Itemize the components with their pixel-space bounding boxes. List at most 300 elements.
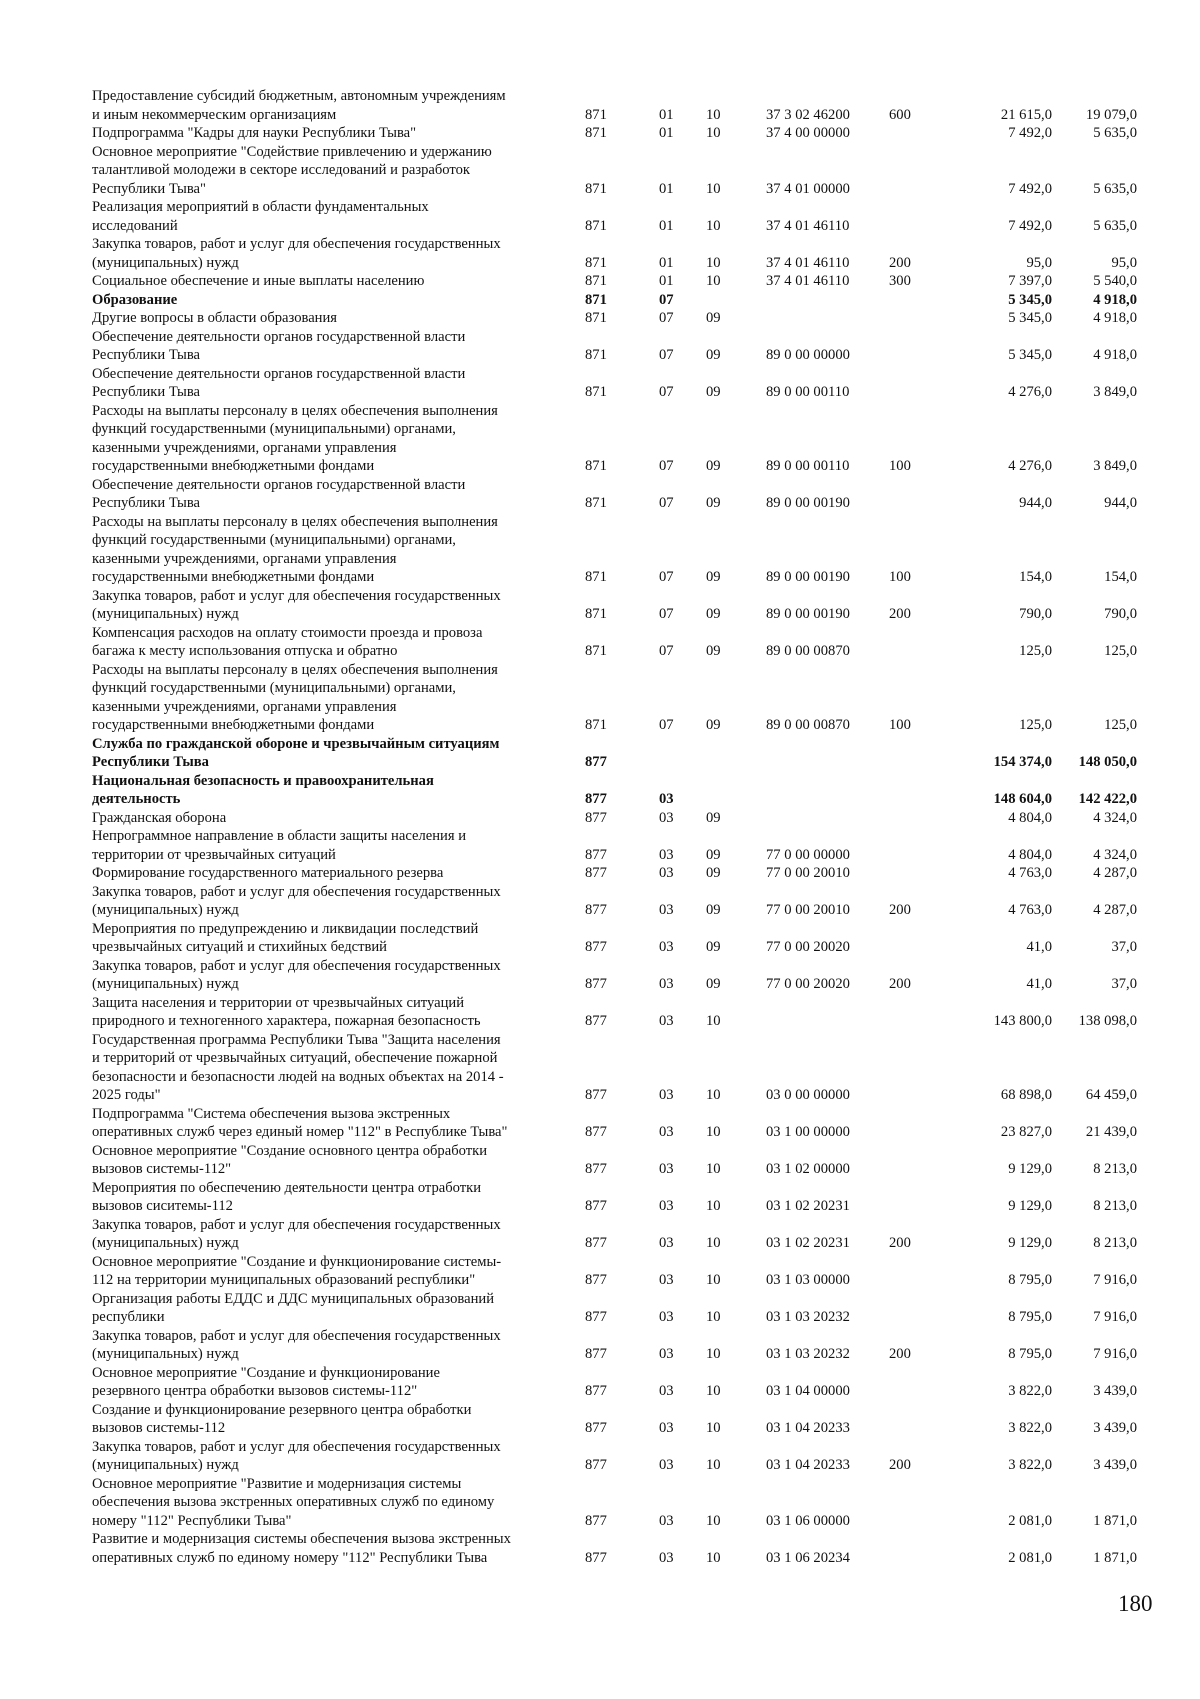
row-target-article-code: 37 4 01 46110 [766,217,850,234]
row-section-code: 03 [659,1309,674,1325]
row-ministry-code: 877 [585,1198,607,1214]
row-ministry-code: 877 [585,846,607,863]
row-section-code: 03 [659,1420,674,1436]
row-subsection-code: 10 [706,254,721,271]
row-amount-1: 8 795,0 [1008,1309,1052,1325]
row-amount-2: 4 918,0 [1093,310,1137,326]
row-amount-2: 4 324,0 [1093,846,1137,863]
row-amount-1: 95,0 [1026,254,1052,271]
row-section-code: 03 [659,1087,674,1103]
row-name: Основное мероприятие "Содействие привлечению и удержанию талантливой молодежи в секторе исследований и разработок Республики Тыва" [92,143,492,197]
row-amount-2: 4 918,0 [1093,347,1137,363]
row-name: Национальная безопасность и правоохранительная деятельность [92,772,434,807]
row-amount-1: 4 276,0 [1008,458,1052,474]
row-amount-2: 21 439,0 [1085,1124,1137,1140]
row-ministry-code: 877 [585,902,607,918]
row-subsection-code: 10 [706,106,721,123]
row-amount-2: 37,0 [1111,976,1137,992]
row-ministry-code: 877 [585,1457,607,1473]
row-target-article-code: 03 1 03 00000 [766,1272,850,1288]
table-row [92,402,1137,476]
row-expense-type-code [889,309,957,328]
row-expense-type-code [889,1105,957,1142]
row-subsection-code: 10 [706,1272,721,1288]
row-expense-type-code: 200 [889,254,911,271]
row-expense-type-code [889,1364,957,1401]
row-target-article-code: 03 1 06 00000 [766,1512,850,1529]
row-subsection-code: 09 [706,902,721,918]
row-target-article-code: 03 1 06 20234 [766,1549,850,1566]
row-name: Обеспечение деятельности органов государственной власти Республики Тыва [92,476,466,511]
row-amount-1: 68 898,0 [1000,1087,1052,1103]
row-target-article-code: 03 1 00 00000 [766,1124,850,1140]
table-row [92,143,1137,199]
row-subsection-code: 09 [706,606,721,622]
row-name: Развитие и модернизация системы обеспечения вызова экстренных оперативных служб по единому номеру "112" Республики Тыва [92,1531,511,1566]
row-amount-2: 3 849,0 [1093,458,1137,474]
row-expense-type-code: 200 [889,606,911,622]
row-expense-type-code [889,1530,957,1567]
row-amount-2: 142 422,0 [1078,791,1137,807]
row-amount-1: 9 129,0 [1008,1161,1052,1177]
row-section-code: 03 [659,865,674,881]
row-amount-1: 4 763,0 [1008,865,1052,881]
row-target-article-code [766,994,889,1031]
row-amount-2: 154,0 [1104,569,1137,585]
row-ministry-code: 877 [585,865,607,881]
row-amount-2: 3 439,0 [1093,1457,1137,1473]
row-target-article-code: 37 4 01 00000 [766,180,850,197]
row-section-code: 01 [659,273,674,289]
row-amount-2: 19 079,0 [1085,106,1137,123]
table-row [92,1290,1137,1327]
table-row [92,994,1137,1031]
row-name: Служба по гражданской обороне и чрезвычайным ситуациям Республики Тыва [92,735,500,770]
row-target-article-code [766,772,889,809]
row-ministry-code: 871 [585,458,607,474]
row-section-code: 07 [659,495,674,511]
table-row [92,827,1137,864]
row-target-article-code [766,809,889,828]
row-name: Мероприятия по предупреждению и ликвидации последствий чрезвычайных ситуаций и стихийных бедствий [92,920,479,955]
row-name: Закупка товаров, работ и услуг для обеспечения государственных (муниципальных) нужд [92,236,501,271]
row-ministry-code: 871 [585,125,607,141]
row-ministry-code: 871 [585,217,607,234]
table-row [92,772,1137,809]
row-expense-type-code [889,1401,957,1438]
table-row [92,272,1137,291]
row-amount-2: 4 918,0 [1093,291,1137,308]
row-section-code: 03 [659,1383,674,1399]
table-row [92,87,1137,124]
row-section-code: 07 [659,458,674,474]
row-amount-1: 3 822,0 [1008,1420,1052,1436]
row-ministry-code: 877 [585,1272,607,1288]
row-amount-1: 148 604,0 [993,791,1052,807]
row-section-code: 01 [659,180,674,197]
row-name: Мероприятия по обеспечению деятельности центра отработки вызовов сиситемы-112 [92,1179,482,1214]
row-subsection-code: 09 [706,846,721,863]
row-name: Создание и функционирование резервного центра обработки вызовов системы-112 [92,1401,472,1436]
row-section-code: 01 [659,254,674,271]
table-row [92,365,1137,402]
row-target-article-code: 03 1 03 20232 [766,1309,850,1325]
row-subsection-code: 10 [706,125,721,141]
row-expense-type-code: 100 [889,458,911,474]
row-target-article-code: 37 3 02 46200 [766,106,850,123]
row-subsection-code: 10 [706,1161,721,1177]
table-row [92,957,1137,994]
row-subsection-code: 10 [706,1512,721,1529]
row-amount-2: 4 324,0 [1093,809,1137,826]
row-target-article-code [766,291,889,310]
row-amount-1: 4 763,0 [1008,902,1052,918]
row-ministry-code: 871 [585,310,607,326]
table-row [92,661,1137,735]
row-expense-type-code [889,1475,957,1531]
row-target-article-code: 03 1 04 20233 [766,1457,850,1473]
row-ministry-code: 871 [585,291,607,308]
row-amount-2: 138 098,0 [1078,1013,1137,1029]
row-amount-1: 5 345,0 [1008,310,1052,326]
row-amount-1: 7 492,0 [1008,217,1052,234]
row-ministry-code: 877 [585,1013,607,1029]
row-name: Закупка товаров, работ и услуг для обеспечения государственных (муниципальных) нужд [92,1327,501,1362]
row-amount-1: 2 081,0 [1008,1549,1052,1566]
row-expense-type-code [889,476,957,513]
row-subsection-code: 09 [706,717,721,733]
row-amount-2: 125,0 [1104,643,1137,659]
row-expense-type-code [889,291,957,310]
row-amount-2: 5 635,0 [1093,217,1137,234]
row-expense-type-code [889,920,957,957]
row-expense-type-code [889,1179,957,1216]
table-row [92,309,1137,328]
row-amount-2: 5 635,0 [1093,125,1137,141]
row-name: Основное мероприятие "Создание и функционирование резервного центра обработки вызовов системы-112" [92,1364,440,1399]
table-row [92,328,1137,365]
table-row [92,1438,1137,1475]
row-amount-2: 8 213,0 [1093,1235,1137,1251]
row-ministry-code: 877 [585,1124,607,1140]
row-section-code: 07 [659,643,674,659]
row-amount-2: 148 050,0 [1078,754,1137,770]
row-section-code: 01 [659,217,674,234]
row-name: Основное мероприятие "Развитие и модернизация системы обеспечения вызова экстренных оперативных служб по единому номеру "112" Республики Тыва" [92,1475,495,1529]
row-subsection-code: 10 [706,180,721,197]
row-name: Закупка товаров, работ и услуг для обеспечения государственных (муниципальных) нужд [92,957,501,992]
row-expense-type-code [889,1290,957,1327]
table-row [92,809,1137,828]
row-amount-1: 3 822,0 [1008,1383,1052,1399]
row-amount-1: 7 397,0 [1008,273,1052,289]
table-row [92,1401,1137,1438]
row-amount-2: 7 916,0 [1093,1309,1137,1325]
row-name: Предоставление субсидий бюджетным, автономным учреждениям и иным некоммерческим организациям [92,88,506,123]
row-expense-type-code: 200 [889,902,911,918]
row-subsection-code: 10 [706,1235,721,1251]
row-section-code [659,735,706,772]
row-expense-type-code [889,809,957,828]
row-name: Закупка товаров, работ и услуг для обеспечения государственных (муниципальных) нужд [92,1216,501,1251]
row-amount-1: 5 345,0 [1008,291,1052,308]
table-row [92,235,1137,272]
row-amount-2: 8 213,0 [1093,1198,1137,1214]
table-row [92,1216,1137,1253]
table-row [92,513,1137,587]
row-target-article-code: 89 0 00 00000 [766,347,850,363]
row-ministry-code: 871 [585,254,607,271]
row-expense-type-code [889,124,957,143]
row-section-code: 01 [659,106,674,123]
row-ministry-code: 871 [585,606,607,622]
row-ministry-code: 877 [585,754,607,770]
row-name: Формирование государственного материального резерва [92,865,444,881]
row-section-code: 03 [659,1272,674,1288]
row-expense-type-code [889,1031,957,1105]
row-target-article-code: 03 1 02 20231 [766,1198,850,1214]
row-amount-1: 4 804,0 [1008,809,1052,826]
row-subsection-code: 09 [706,310,721,326]
row-expense-type-code [889,365,957,402]
row-expense-type-code: 300 [889,273,911,289]
table-row [92,1364,1137,1401]
row-section-code: 07 [659,291,674,308]
row-amount-2: 790,0 [1104,606,1137,622]
row-target-article-code: 89 0 00 00870 [766,643,850,659]
row-section-code: 07 [659,384,674,400]
table-row [92,198,1137,235]
row-name: Непрограммное направление в области защиты населения и территории от чрезвычайных ситуаций [92,828,467,863]
row-section-code: 03 [659,791,674,807]
row-amount-1: 4 804,0 [1008,846,1052,863]
row-target-article-code: 03 1 02 20231 [766,1235,850,1251]
row-target-article-code: 03 1 03 20232 [766,1346,850,1362]
table-row [92,124,1137,143]
row-amount-2: 95,0 [1111,254,1137,271]
row-section-code: 03 [659,1235,674,1251]
row-amount-1: 8 795,0 [1008,1272,1052,1288]
row-name: Защита населения и территории от чрезвычайных ситуаций природного и техногенного характера, пожарная безопасность [92,994,481,1029]
row-expense-type-code: 200 [889,1457,911,1473]
row-section-code: 03 [659,809,674,826]
row-name: Обеспечение деятельности органов государственной власти Республики Тыва [92,328,466,363]
row-ministry-code: 877 [585,1087,607,1103]
row-ministry-code: 877 [585,1549,607,1566]
row-target-article-code: 37 4 01 46110 [766,254,850,271]
row-expense-type-code [889,994,957,1031]
row-section-code: 03 [659,1457,674,1473]
row-expense-type-code [889,827,957,864]
row-section-code: 03 [659,902,674,918]
row-section-code: 07 [659,310,674,326]
row-target-article-code: 77 0 00 20010 [766,902,850,918]
row-amount-2: 5 540,0 [1093,273,1137,289]
row-expense-type-code: 200 [889,1346,911,1362]
row-amount-2: 3 439,0 [1093,1383,1137,1399]
row-amount-1: 125,0 [1019,643,1052,659]
row-ministry-code: 871 [585,273,607,289]
row-ministry-code: 877 [585,1235,607,1251]
row-amount-2: 944,0 [1104,495,1137,511]
row-amount-1: 4 276,0 [1008,384,1052,400]
row-amount-2: 7 916,0 [1093,1272,1137,1288]
row-section-code: 07 [659,569,674,585]
row-ministry-code: 871 [585,180,607,197]
row-section-code: 03 [659,1346,674,1362]
row-ministry-code: 877 [585,976,607,992]
row-amount-1: 9 129,0 [1008,1198,1052,1214]
row-ministry-code: 877 [585,939,607,955]
budget-table [92,87,1137,1567]
row-section-code: 03 [659,1512,674,1529]
row-amount-1: 23 827,0 [1000,1124,1052,1140]
row-ministry-code: 877 [585,1309,607,1325]
row-expense-type-code: 200 [889,976,911,992]
row-amount-2: 3 439,0 [1093,1420,1137,1436]
row-target-article-code: 89 0 00 00190 [766,495,850,511]
row-amount-1: 41,0 [1026,939,1052,955]
row-subsection-code: 09 [706,976,721,992]
row-amount-1: 2 081,0 [1008,1512,1052,1529]
row-expense-type-code: 600 [889,106,911,123]
table-row [92,291,1137,310]
row-amount-1: 21 615,0 [1000,106,1052,123]
row-ministry-code: 877 [585,1346,607,1362]
row-ministry-code: 877 [585,809,607,826]
row-subsection-code: 10 [706,1309,721,1325]
row-amount-1: 9 129,0 [1008,1235,1052,1251]
row-subsection-code: 10 [706,1346,721,1362]
row-amount-1: 143 800,0 [993,1013,1052,1029]
table-row [92,1475,1137,1531]
row-amount-2: 1 871,0 [1093,1549,1137,1566]
row-subsection-code [706,291,766,310]
row-expense-type-code [889,1253,957,1290]
row-amount-2: 1 871,0 [1093,1512,1137,1529]
row-target-article-code: 89 0 00 00870 [766,717,850,733]
row-target-article-code: 77 0 00 20020 [766,939,850,955]
row-subsection-code [706,772,766,809]
row-expense-type-code [889,1142,957,1179]
row-target-article-code: 89 0 00 00110 [766,384,850,400]
row-amount-2: 37,0 [1111,939,1137,955]
row-ministry-code: 871 [585,643,607,659]
row-subsection-code: 10 [706,1549,721,1566]
row-name: Государственная программа Республики Тыва "Защита населения и территорий от чрезвычайных ситуаций, обеспечение пожарной безопасности и безопасности людей на водных объектах на 2014 - 2025 годы" [92,1031,504,1103]
row-target-article-code: 03 1 02 00000 [766,1161,850,1177]
table-row [92,1253,1137,1290]
row-target-article-code: 03 1 04 20233 [766,1420,850,1436]
row-subsection-code: 10 [706,1087,721,1103]
row-subsection-code: 09 [706,865,721,881]
table-row [92,624,1137,661]
row-target-article-code: 37 4 00 00000 [766,125,850,141]
row-name: Образование [92,291,178,308]
row-ministry-code: 877 [585,1383,607,1399]
row-subsection-code: 10 [706,273,721,289]
row-ministry-code: 877 [585,1512,607,1529]
row-amount-1: 8 795,0 [1008,1346,1052,1362]
row-target-article-code [766,735,889,772]
row-amount-2: 8 213,0 [1093,1161,1137,1177]
row-name: Основное мероприятие "Создание основного центра обработки вызовов системы-112" [92,1142,488,1177]
row-subsection-code: 09 [706,384,721,400]
row-section-code: 01 [659,125,674,141]
row-amount-1: 790,0 [1019,606,1052,622]
row-section-code: 03 [659,1161,674,1177]
row-subsection-code: 10 [706,1198,721,1214]
row-name: Расходы на выплаты персоналу в целях обеспечения выполнения функций государственными (муниципальными) органами, казенными учреждениями, органами управления государственными внебюджетными фондами [92,661,498,733]
row-ministry-code: 871 [585,495,607,511]
table-row [92,1530,1137,1567]
row-target-article-code: 89 0 00 00190 [766,569,850,585]
row-subsection-code: 09 [706,347,721,363]
budget-table-body [92,87,1137,1567]
row-name: Социальное обеспечение и иные выплаты населению [92,273,425,289]
row-ministry-code: 877 [585,1420,607,1436]
row-subsection-code: 10 [706,1420,721,1436]
row-section-code: 03 [659,846,674,863]
row-expense-type-code [889,624,957,661]
row-amount-2: 64 459,0 [1085,1087,1137,1103]
row-section-code: 07 [659,347,674,363]
row-subsection-code: 10 [706,1383,721,1399]
row-ministry-code: 871 [585,347,607,363]
row-section-code: 07 [659,717,674,733]
row-expense-type-code: 200 [889,1235,911,1251]
row-target-article-code [766,309,889,328]
row-amount-1: 154 374,0 [993,754,1052,770]
row-expense-type-code [889,143,957,199]
row-target-article-code: 77 0 00 20010 [766,865,850,881]
row-name: Подпрограмма "Кадры для науки Республики Тыва" [92,125,417,141]
table-row [92,476,1137,513]
row-name: Расходы на выплаты персоналу в целях обеспечения выполнения функций государственными (муниципальными) органами, казенными учреждениями, органами управления государственными внебюджетными фондами [92,513,498,585]
row-name: Подпрограмма "Система обеспечения вызова экстренных оперативных служб через единый номер "112" в Республике Тыва" [92,1105,508,1140]
row-subsection-code: 09 [706,809,721,826]
row-ministry-code: 871 [585,717,607,733]
row-expense-type-code: 100 [889,569,911,585]
row-target-article-code: 89 0 00 00110 [766,458,850,474]
row-amount-2: 4 287,0 [1093,902,1137,918]
row-subsection-code: 10 [706,1457,721,1473]
row-expense-type-code [889,735,957,772]
row-subsection-code: 09 [706,495,721,511]
row-amount-1: 7 492,0 [1008,180,1052,197]
row-amount-1: 7 492,0 [1008,125,1052,141]
table-row [92,1327,1137,1364]
row-subsection-code: 09 [706,458,721,474]
row-ministry-code: 877 [585,1161,607,1177]
table-row [92,1179,1137,1216]
row-amount-2: 5 635,0 [1093,180,1137,197]
row-target-article-code: 03 1 04 00000 [766,1383,850,1399]
row-name: Закупка товаров, работ и услуг для обеспечения государственных (муниципальных) нужд [92,883,501,918]
row-section-code: 03 [659,1013,674,1029]
row-ministry-code: 871 [585,384,607,400]
row-section-code: 03 [659,1124,674,1140]
row-ministry-code: 877 [585,791,607,807]
table-row [92,1105,1137,1142]
row-expense-type-code: 100 [889,717,911,733]
row-expense-type-code [889,198,957,235]
row-amount-1: 41,0 [1026,976,1052,992]
row-subsection-code: 10 [706,217,721,234]
row-name: Реализация мероприятий в области фундаментальных исследований [92,199,429,234]
row-target-article-code: 77 0 00 20020 [766,976,850,992]
row-amount-1: 154,0 [1019,569,1052,585]
